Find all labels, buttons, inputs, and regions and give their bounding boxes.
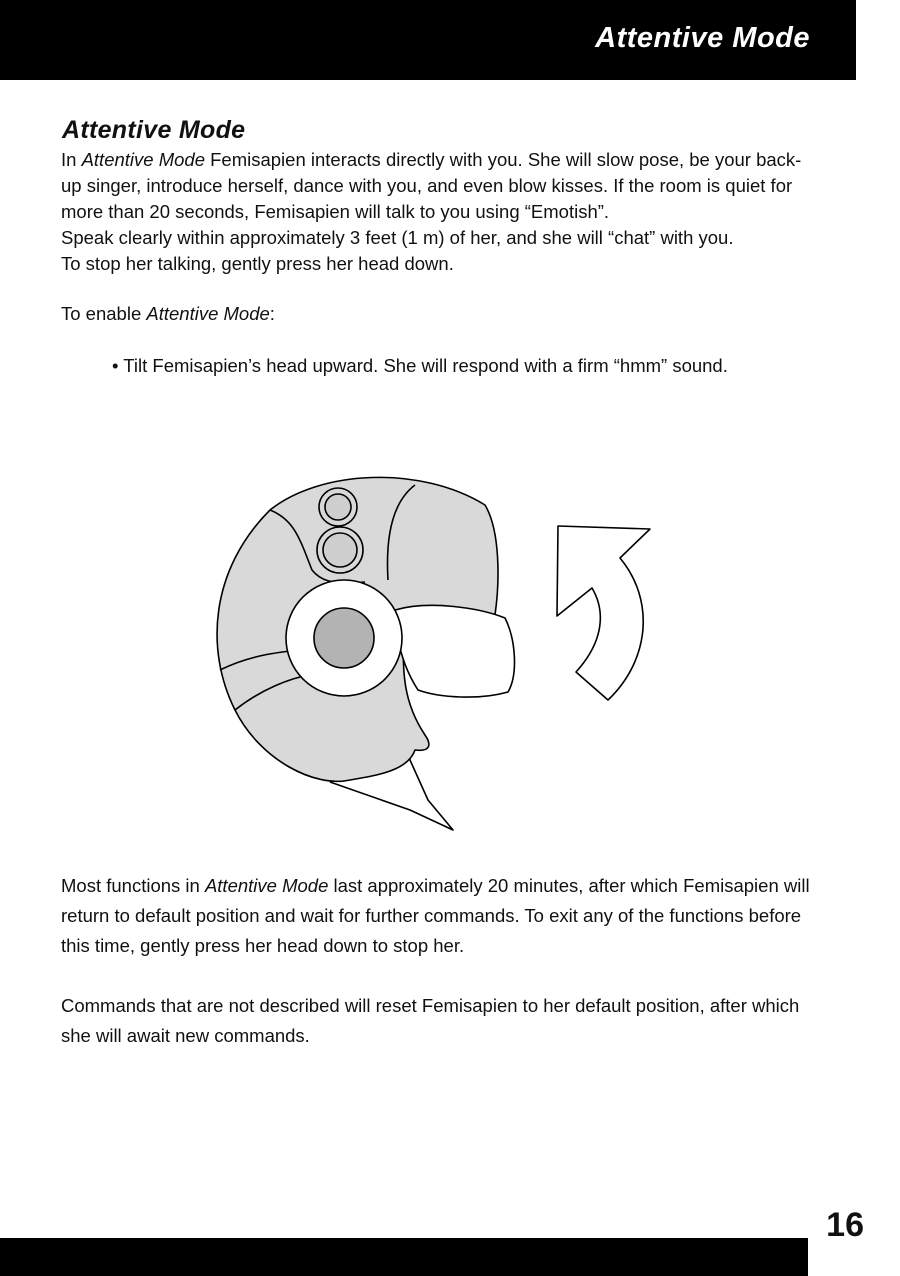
section-heading: Attentive Mode — [62, 116, 246, 144]
ear-center — [314, 608, 374, 668]
curved-arrow-up-icon — [557, 526, 650, 700]
intro-rest: Femisapien interacts directly with you. She will slow pose, be your back-up singer, introduce herself, dance with you, and even blow kisses. If the room is quiet for more than 20 seconds, Femisapien will talk to you using “Emotish”. — [61, 149, 802, 222]
intro-paragraph — [61, 147, 821, 277]
top-eye-large-inner — [323, 533, 357, 567]
face-visor — [395, 605, 514, 697]
top-eye-small-inner — [325, 494, 351, 520]
functions-paragraph — [61, 871, 821, 961]
header-bar — [0, 0, 856, 80]
mode-name-italic: Attentive Mode — [81, 149, 205, 170]
functions-lead: Most functions in — [61, 875, 205, 896]
stop-line: To stop her talking, gently press her head down. — [61, 253, 454, 274]
enable-paragraph — [61, 301, 821, 327]
functions-rest: last approximately 20 minutes, after which Femisapien will return to default position and wait for further commands. To exit any of the functions before this time, gently press her head down to stop her. — [61, 875, 810, 956]
instruction-bullet: • Tilt Femisapien’s head upward. She will respond with a firm “hmm” sound. — [112, 355, 728, 376]
commands-paragraph: Commands that are not described will reset Femisapien to her default position, after which she will await new commands. — [61, 995, 800, 1046]
page-number: 16 — [826, 1206, 864, 1244]
speak-line: Speak clearly within approximately 3 feet (1 m) of her, and she will “chat” with you. — [61, 227, 734, 248]
mode-name-italic: Attentive Mode — [146, 303, 270, 324]
intro-lead: In — [61, 149, 82, 170]
mode-name-italic: Attentive Mode — [204, 875, 329, 896]
robot-head-tilt-illustration — [200, 460, 660, 840]
enable-lead: To enable — [61, 303, 147, 324]
footer-bar — [0, 1238, 808, 1276]
header-title: Attentive Mode — [595, 22, 810, 54]
enable-colon: : — [269, 303, 275, 324]
